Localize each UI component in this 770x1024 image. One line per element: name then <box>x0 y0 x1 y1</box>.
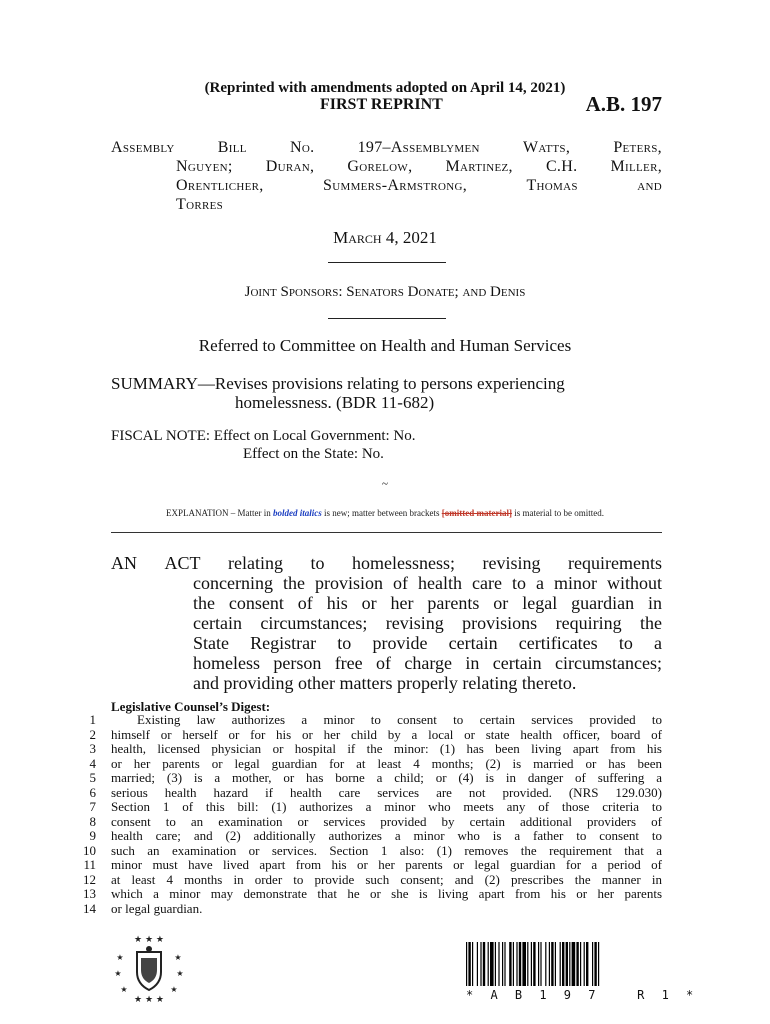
barcode-text: * A B 1 9 7 R 1 * <box>466 988 699 1002</box>
act-line: certain circumstances; revising provisions requiring the <box>193 613 662 633</box>
svg-text:★ ★ ★: ★ ★ ★ <box>134 995 164 1004</box>
barcode-bar <box>576 942 578 986</box>
digest-line: consent to an examination or services provided by certain additional providers of <box>111 814 662 829</box>
act-line: concerning the provision of health care to a minor without <box>193 573 662 593</box>
barcode-bar <box>466 942 467 986</box>
line-number: 10 <box>83 842 96 858</box>
act-line: AN ACT relating to homelessness; revising requirements <box>111 553 662 573</box>
line-number: 2 <box>89 726 96 742</box>
barcode-bar <box>569 942 570 986</box>
barcode-bar <box>502 942 503 986</box>
barcode-bar <box>468 942 470 986</box>
line-number: 3 <box>89 741 96 756</box>
fiscal-line: FISCAL NOTE: Effect on Local Government: No. <box>111 428 416 444</box>
barcode-bar <box>531 942 532 986</box>
barcode-bar <box>519 942 521 986</box>
barcode-bar <box>549 942 550 986</box>
act-title <box>111 553 662 693</box>
barcode-bar <box>584 942 585 986</box>
bill-authors-line: Orentlicher, Summers-Armstrong, Thomas and <box>176 177 662 194</box>
nevada-legislature-seal-icon <box>112 930 186 1004</box>
bill-authors <box>111 138 662 214</box>
digest-line: at least 4 months in order to provide such consent; and (2) prescribes the manner in <box>111 872 662 887</box>
svg-text:★: ★ <box>116 953 124 962</box>
digest-line: minor must have lived apart from his or her parents or legal guardian for a period of <box>111 858 662 872</box>
barcode-bar <box>538 942 539 986</box>
barcode-bar <box>488 942 489 986</box>
bold-italic-sample: bolded italics <box>273 508 322 518</box>
reprint-note: (Reprinted with amendments adopted on April 14, 2021) <box>204 80 566 96</box>
line-number: 5 <box>89 770 96 785</box>
summary-line: homelessness. (BDR 11-682) <box>235 393 435 412</box>
bill-authors-line: Nguyen; Duran, Gorelow, Martinez, C.H. Miller, <box>176 158 662 175</box>
barcode-bar <box>551 942 553 986</box>
bracket-sample: [omitted material] <box>441 508 512 518</box>
barcode <box>466 942 656 986</box>
line-number: 12 <box>83 871 96 887</box>
digest-line: serious health hazard if health care services are not provided. (NRS 129.030) <box>111 785 662 800</box>
line-number: 8 <box>89 813 96 829</box>
barcode-bar <box>504 942 505 986</box>
svg-text:★: ★ <box>120 985 128 994</box>
barcode-bar <box>540 942 541 986</box>
digest-line: health, licensed physician or hospital if the minor: (1) has been living apart from his <box>111 742 662 756</box>
digest-body <box>111 713 662 916</box>
explanation-note: EXPLANATION – Matter in bolded italics is new; matter between brackets [omitted material] is material to be omitted. <box>166 508 604 518</box>
divider <box>328 262 446 263</box>
barcode-bar <box>592 942 593 986</box>
line-numbers <box>72 713 96 916</box>
barcode-bar <box>545 942 546 986</box>
act-line: State Registrar to provide certain certificates to a <box>193 633 662 653</box>
line-number: 6 <box>89 784 96 800</box>
svg-text:★: ★ <box>170 985 178 994</box>
barcode-bar <box>527 942 528 986</box>
barcode-bar <box>480 942 481 986</box>
barcode-bar <box>516 942 517 986</box>
svg-text:★: ★ <box>176 969 184 978</box>
svg-text:★: ★ <box>174 953 182 962</box>
line-number: 13 <box>83 886 96 901</box>
line-number: 11 <box>83 857 96 872</box>
barcode-bar <box>513 942 514 986</box>
line-number: 4 <box>89 755 96 771</box>
barcode-bar <box>594 942 596 986</box>
act-line: the consent of his or her parents or legal guardian in <box>193 593 662 613</box>
joint-sponsors: Joint Sponsors: Senators Donate; and Denis <box>244 284 526 300</box>
digest-line: health care; and (2) additionally authorizes a minor who is a father to consent to <box>111 829 662 843</box>
barcode-bar <box>560 942 561 986</box>
digest-line: Existing law authorizes a minor to consent to certain services provided to <box>137 713 662 727</box>
barcode-bar <box>555 942 556 986</box>
bill-authors-line: Torres <box>176 196 224 213</box>
barcode-bar <box>580 942 581 986</box>
divider-rule <box>111 532 662 533</box>
barcode-bar <box>562 942 564 986</box>
barcode-bar <box>477 942 478 986</box>
act-line: homeless person free of charge in certain circumstances; <box>193 653 662 673</box>
svg-text:★ ★ ★: ★ ★ ★ <box>134 935 164 945</box>
digest-title: Legislative Counsel’s Digest: <box>111 699 271 714</box>
digest-line: married; (3) is a mother, or has borne a child; or (4) is in danger of suffering a <box>111 771 662 785</box>
bill-number: A.B. 197 <box>585 92 662 116</box>
digest-line: or legal guardian. <box>111 901 203 916</box>
barcode-bar <box>586 942 588 986</box>
bill-date: March 4, 2021 <box>333 228 437 247</box>
barcode-bar <box>522 942 526 986</box>
barcode-bar <box>533 942 535 986</box>
digest-line: Section 1 of this bill: (1) authorizes a minor who meets any of those criteria to <box>111 800 662 814</box>
act-line: and providing other matters properly relating thereto. <box>193 673 577 693</box>
first-reprint-label: FIRST REPRINT <box>320 96 443 113</box>
summary <box>111 374 662 412</box>
divider <box>328 318 446 319</box>
digest-line: which a minor may demonstrate that he or she is living apart from his or her parents <box>111 887 662 901</box>
barcode-bar <box>566 942 568 986</box>
barcode-bar <box>509 942 511 986</box>
line-number: 1 <box>89 712 96 727</box>
barcode-bar <box>495 942 496 986</box>
separator-tilde: ~ <box>382 478 388 490</box>
line-number: 7 <box>89 799 96 814</box>
barcode-bar <box>472 942 473 986</box>
digest-line: such an examination or services. Section 1 also: (1) removes the requirement that a <box>111 843 662 858</box>
summary-line: SUMMARY—Revises provisions relating to persons experiencing <box>111 374 565 393</box>
digest-line: or her parents or legal guardian for at least 4 months; (2) is married or has been <box>111 756 662 771</box>
bill-authors-line: Assembly Bill No. 197–Assemblymen Watts, Peters, <box>111 139 662 156</box>
line-number: 14 <box>83 900 96 916</box>
barcode-bar <box>572 942 576 986</box>
fiscal-line: Effect on the State: No. <box>243 446 384 462</box>
fiscal-note <box>111 427 416 463</box>
committee-referral: Referred to Committee on Health and Human Services <box>198 336 572 355</box>
barcode-bar <box>498 942 499 986</box>
line-number: 9 <box>89 828 96 843</box>
barcode-bar <box>598 942 599 986</box>
svg-text:★: ★ <box>114 969 122 978</box>
barcode-bar <box>483 942 485 986</box>
digest-line: himself or herself or for his or her child by a local or state health officer, board of <box>111 727 662 742</box>
barcode-bar <box>490 942 494 986</box>
